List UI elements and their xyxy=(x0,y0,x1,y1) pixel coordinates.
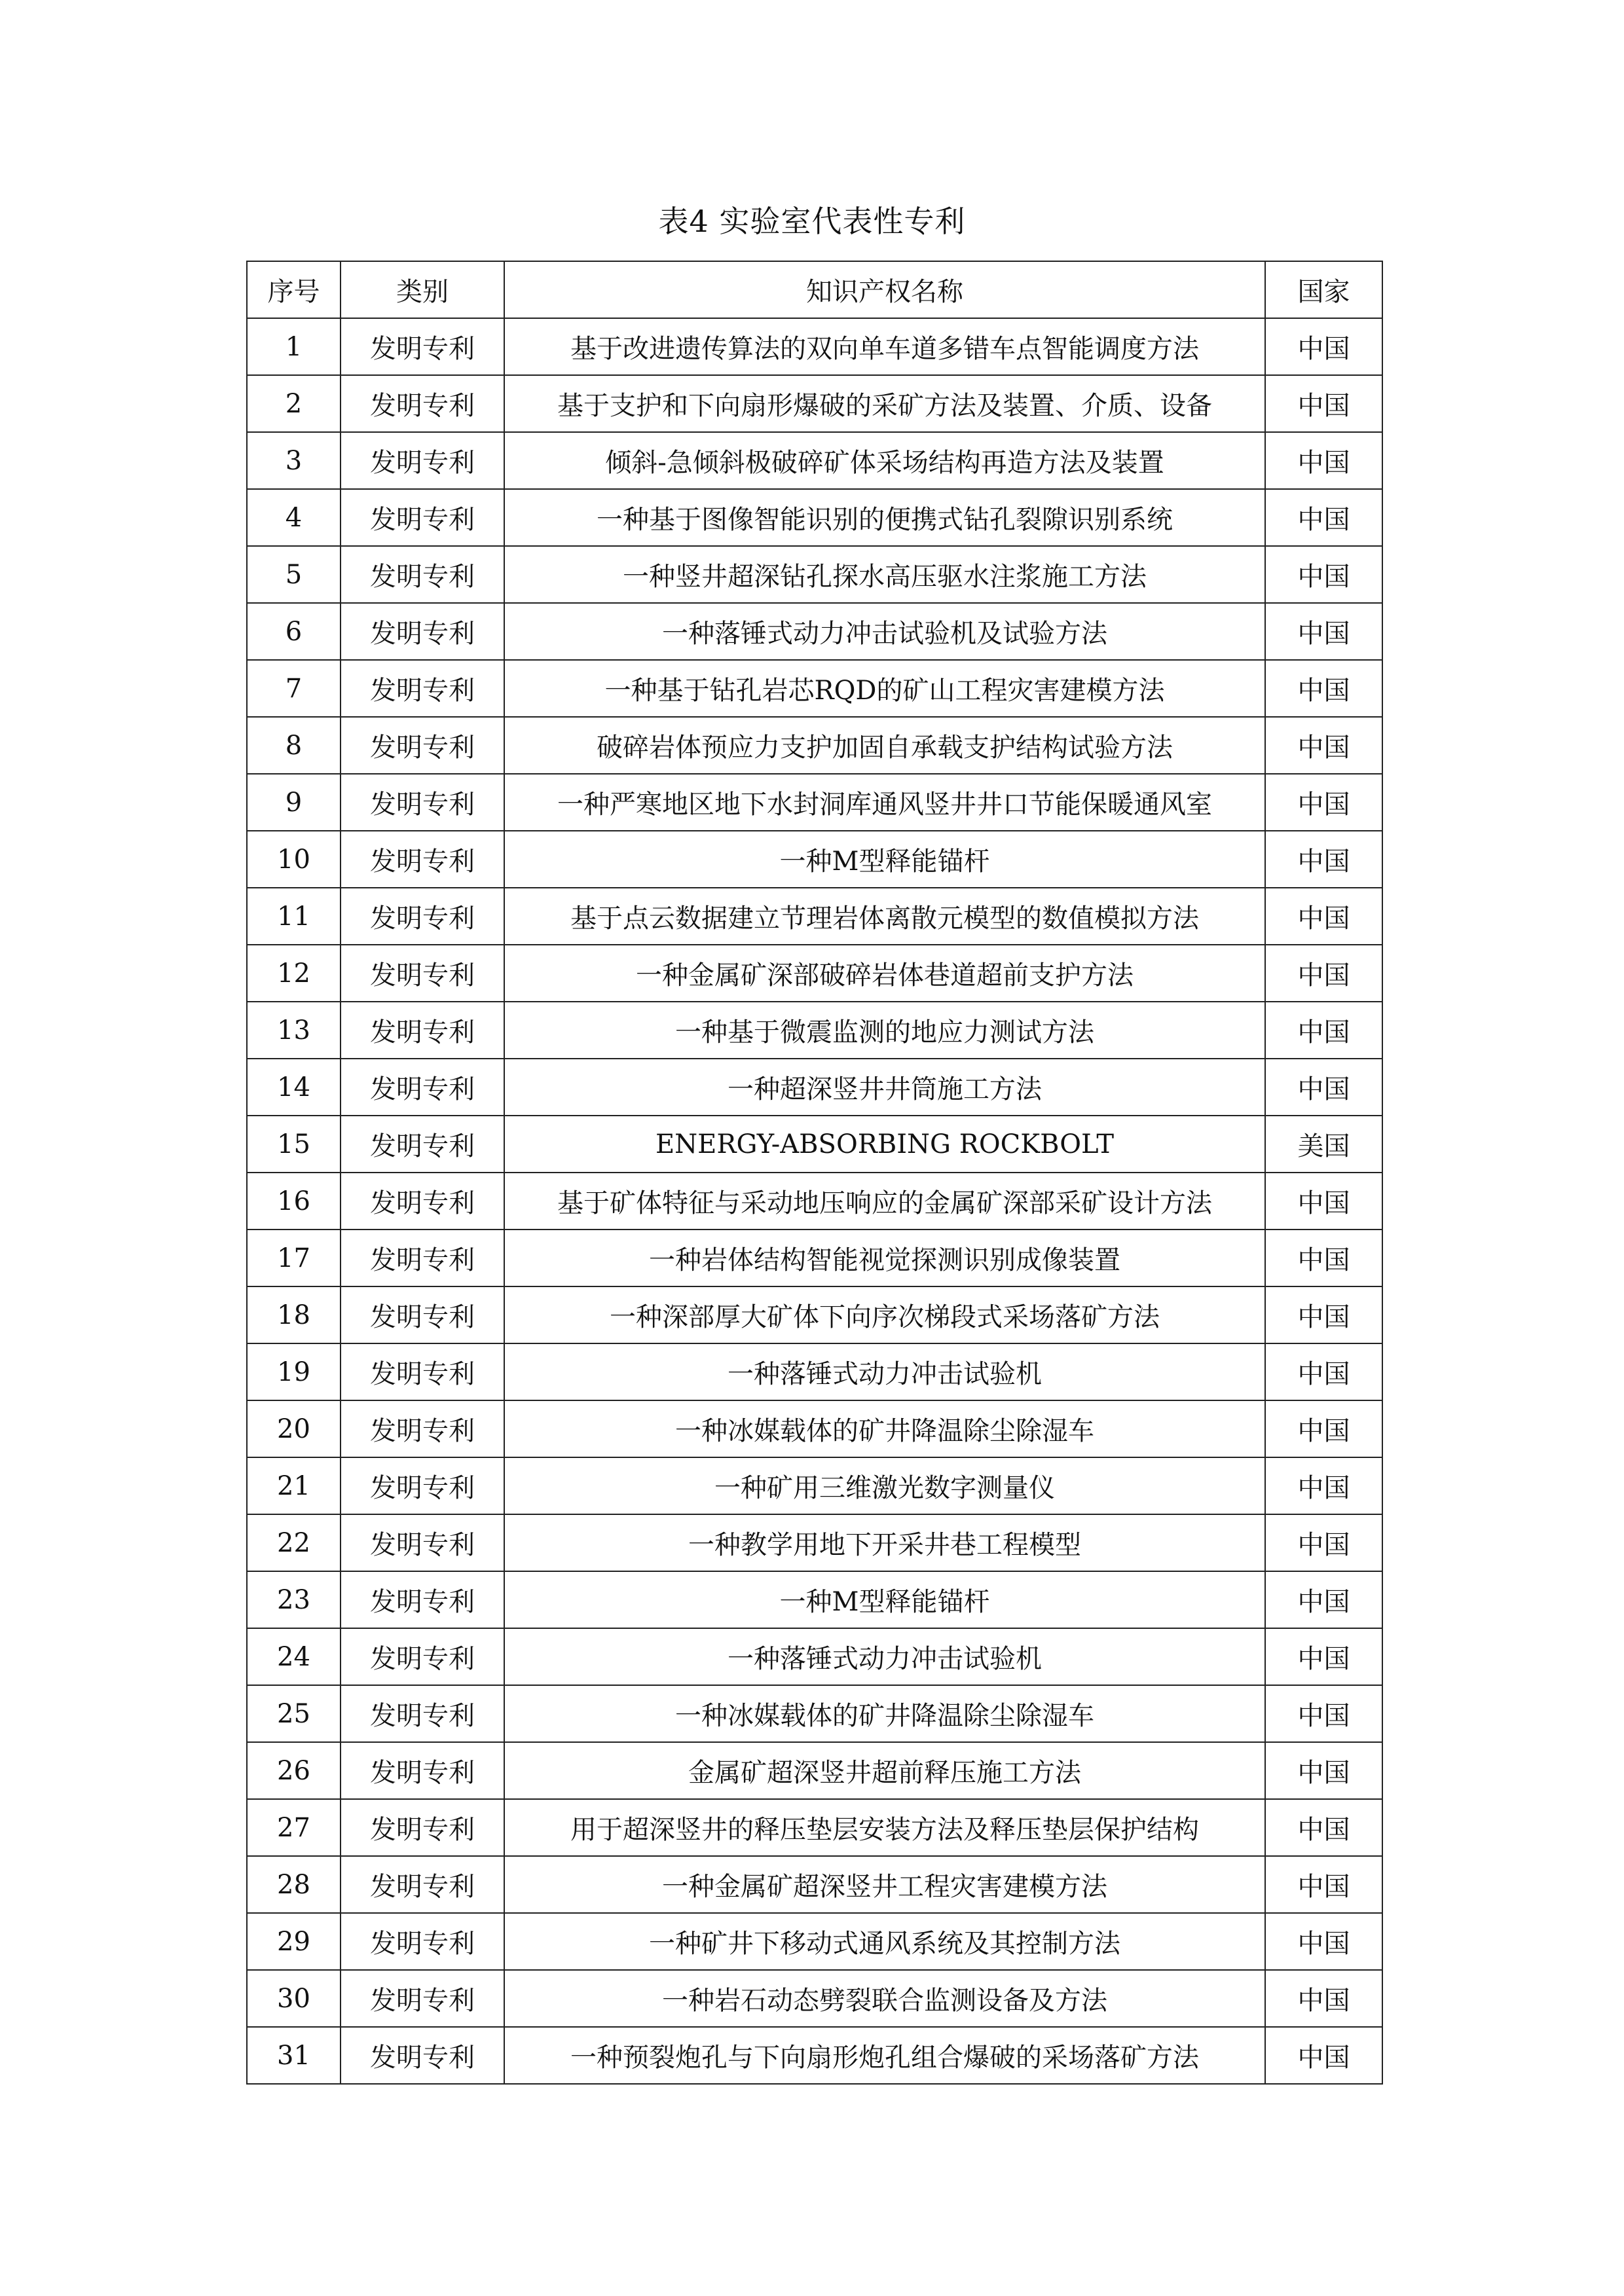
cell-patent-name: 基于矿体特征与采动地压响应的金属矿深部采矿设计方法 xyxy=(504,1173,1265,1230)
table-body xyxy=(247,318,1382,2084)
cell-serial-number: 11 xyxy=(247,888,341,945)
cell-country: 中国 xyxy=(1265,1286,1382,1343)
cell-category: 发明专利 xyxy=(341,945,504,1002)
cell-category: 发明专利 xyxy=(341,1002,504,1059)
cell-serial-number: 8 xyxy=(247,717,341,774)
cell-country: 中国 xyxy=(1265,1002,1382,1059)
cell-patent-name: 一种预裂炮孔与下向扇形炮孔组合爆破的采场落矿方法 xyxy=(504,2027,1265,2084)
table-row xyxy=(247,774,1382,831)
cell-serial-number: 5 xyxy=(247,546,341,603)
cell-patent-name: 一种岩体结构智能视觉探测识别成像装置 xyxy=(504,1230,1265,1286)
cell-category: 发明专利 xyxy=(341,1913,504,1970)
cell-serial-number: 10 xyxy=(247,831,341,888)
cell-category: 发明专利 xyxy=(341,774,504,831)
cell-patent-name: 一种竖井超深钻孔探水高压驱水注浆施工方法 xyxy=(504,546,1265,603)
cell-category: 发明专利 xyxy=(341,888,504,945)
cell-category: 发明专利 xyxy=(341,1571,504,1628)
table-row xyxy=(247,1856,1382,1913)
cell-category: 发明专利 xyxy=(341,2027,504,2084)
cell-country: 中国 xyxy=(1265,1230,1382,1286)
cell-patent-name: 一种基于微震监测的地应力测试方法 xyxy=(504,1002,1265,1059)
cell-serial-number: 14 xyxy=(247,1059,341,1116)
table-row xyxy=(247,1685,1382,1742)
cell-patent-name: 一种M型释能锚杆 xyxy=(504,831,1265,888)
table-row xyxy=(247,375,1382,432)
cell-country: 中国 xyxy=(1265,1799,1382,1856)
table-row xyxy=(247,1628,1382,1685)
cell-country: 中国 xyxy=(1265,1913,1382,1970)
cell-category: 发明专利 xyxy=(341,831,504,888)
cell-serial-number: 28 xyxy=(247,1856,341,1913)
cell-patent-name: 基于支护和下向扇形爆破的采矿方法及装置、介质、设备 xyxy=(504,375,1265,432)
table-row xyxy=(247,489,1382,546)
cell-patent-name: 一种严寒地区地下水封洞库通风竖井井口节能保暖通风室 xyxy=(504,774,1265,831)
cell-country: 中国 xyxy=(1265,660,1382,717)
table-row xyxy=(247,1116,1382,1173)
cell-serial-number: 16 xyxy=(247,1173,341,1230)
cell-serial-number: 20 xyxy=(247,1400,341,1457)
table-row xyxy=(247,888,1382,945)
cell-patent-name: 一种基于钻孔岩芯RQD的矿山工程灾害建模方法 xyxy=(504,660,1265,717)
cell-serial-number: 27 xyxy=(247,1799,341,1856)
table-row xyxy=(247,945,1382,1002)
cell-category: 发明专利 xyxy=(341,717,504,774)
header-serial-number: 序号 xyxy=(247,261,341,318)
cell-category: 发明专利 xyxy=(341,1514,504,1571)
cell-patent-name: 一种教学用地下开采井巷工程模型 xyxy=(504,1514,1265,1571)
cell-patent-name: 一种落锤式动力冲击试验机及试验方法 xyxy=(504,603,1265,660)
header-patent-name: 知识产权名称 xyxy=(504,261,1265,318)
cell-country: 中国 xyxy=(1265,717,1382,774)
cell-country: 中国 xyxy=(1265,546,1382,603)
cell-patent-name: 一种超深竖井井筒施工方法 xyxy=(504,1059,1265,1116)
cell-serial-number: 19 xyxy=(247,1343,341,1400)
cell-country: 中国 xyxy=(1265,945,1382,1002)
table-row xyxy=(247,660,1382,717)
cell-patent-name: 破碎岩体预应力支护加固自承载支护结构试验方法 xyxy=(504,717,1265,774)
cell-serial-number: 7 xyxy=(247,660,341,717)
cell-patent-name: 基于点云数据建立节理岩体离散元模型的数值模拟方法 xyxy=(504,888,1265,945)
cell-serial-number: 6 xyxy=(247,603,341,660)
table-row xyxy=(247,1002,1382,1059)
cell-category: 发明专利 xyxy=(341,1286,504,1343)
table-title: 表4 实验室代表性专利 xyxy=(658,204,966,239)
cell-patent-name: 一种M型释能锚杆 xyxy=(504,1571,1265,1628)
cell-category: 发明专利 xyxy=(341,1230,504,1286)
cell-serial-number: 13 xyxy=(247,1002,341,1059)
cell-category: 发明专利 xyxy=(341,1343,504,1400)
table-row xyxy=(247,717,1382,774)
cell-category: 发明专利 xyxy=(341,546,504,603)
cell-country: 中国 xyxy=(1265,1457,1382,1514)
cell-serial-number: 12 xyxy=(247,945,341,1002)
cell-country: 中国 xyxy=(1265,1400,1382,1457)
cell-country: 中国 xyxy=(1265,318,1382,375)
cell-patent-name: ENERGY-ABSORBING ROCKBOLT xyxy=(504,1116,1265,1173)
cell-category: 发明专利 xyxy=(341,1628,504,1685)
table-row xyxy=(247,546,1382,603)
table-row xyxy=(247,1059,1382,1116)
cell-serial-number: 1 xyxy=(247,318,341,375)
table-row xyxy=(247,1571,1382,1628)
table-row xyxy=(247,1514,1382,1571)
cell-patent-name: 一种落锤式动力冲击试验机 xyxy=(504,1628,1265,1685)
cell-serial-number: 31 xyxy=(247,2027,341,2084)
table-row xyxy=(247,318,1382,375)
table-row xyxy=(247,1799,1382,1856)
table-row xyxy=(247,1286,1382,1343)
cell-category: 发明专利 xyxy=(341,1116,504,1173)
cell-serial-number: 15 xyxy=(247,1116,341,1173)
table-row xyxy=(247,1742,1382,1799)
cell-category: 发明专利 xyxy=(341,1059,504,1116)
cell-country: 中国 xyxy=(1265,1856,1382,1913)
cell-category: 发明专利 xyxy=(341,660,504,717)
patent-table xyxy=(246,261,1383,2085)
cell-country: 中国 xyxy=(1265,1628,1382,1685)
table-row xyxy=(247,1230,1382,1286)
cell-country: 中国 xyxy=(1265,489,1382,546)
table-row xyxy=(247,1343,1382,1400)
table-row xyxy=(247,831,1382,888)
cell-category: 发明专利 xyxy=(341,603,504,660)
cell-serial-number: 24 xyxy=(247,1628,341,1685)
table-row xyxy=(247,1173,1382,1230)
table-header-row xyxy=(247,261,1382,318)
cell-serial-number: 26 xyxy=(247,1742,341,1799)
cell-category: 发明专利 xyxy=(341,1685,504,1742)
cell-serial-number: 30 xyxy=(247,1970,341,2027)
cell-serial-number: 9 xyxy=(247,774,341,831)
cell-country: 中国 xyxy=(1265,831,1382,888)
cell-serial-number: 22 xyxy=(247,1514,341,1571)
cell-patent-name: 一种深部厚大矿体下向序次梯段式采场落矿方法 xyxy=(504,1286,1265,1343)
cell-country: 中国 xyxy=(1265,1742,1382,1799)
header-category: 类别 xyxy=(341,261,504,318)
table-row xyxy=(247,603,1382,660)
cell-serial-number: 23 xyxy=(247,1571,341,1628)
cell-country: 中国 xyxy=(1265,1571,1382,1628)
table-row xyxy=(247,1400,1382,1457)
cell-category: 发明专利 xyxy=(341,1856,504,1913)
table-row xyxy=(247,1457,1382,1514)
cell-country: 美国 xyxy=(1265,1116,1382,1173)
cell-patent-name: 一种岩石动态劈裂联合监测设备及方法 xyxy=(504,1970,1265,2027)
cell-serial-number: 18 xyxy=(247,1286,341,1343)
cell-patent-name: 一种基于图像智能识别的便携式钻孔裂隙识别系统 xyxy=(504,489,1265,546)
cell-country: 中国 xyxy=(1265,432,1382,489)
cell-category: 发明专利 xyxy=(341,432,504,489)
table-row xyxy=(247,1970,1382,2027)
cell-patent-name: 一种金属矿超深竖井工程灾害建模方法 xyxy=(504,1856,1265,1913)
cell-category: 发明专利 xyxy=(341,1400,504,1457)
cell-category: 发明专利 xyxy=(341,1799,504,1856)
cell-serial-number: 17 xyxy=(247,1230,341,1286)
cell-serial-number: 25 xyxy=(247,1685,341,1742)
cell-country: 中国 xyxy=(1265,888,1382,945)
cell-patent-name: 一种矿用三维激光数字测量仪 xyxy=(504,1457,1265,1514)
cell-category: 发明专利 xyxy=(341,1457,504,1514)
cell-serial-number: 2 xyxy=(247,375,341,432)
cell-country: 中国 xyxy=(1265,774,1382,831)
cell-serial-number: 4 xyxy=(247,489,341,546)
cell-country: 中国 xyxy=(1265,375,1382,432)
cell-patent-name: 用于超深竖井的释压垫层安装方法及释压垫层保护结构 xyxy=(504,1799,1265,1856)
table-row xyxy=(247,2027,1382,2084)
cell-category: 发明专利 xyxy=(341,1970,504,2027)
cell-patent-name: 一种金属矿深部破碎岩体巷道超前支护方法 xyxy=(504,945,1265,1002)
cell-category: 发明专利 xyxy=(341,318,504,375)
cell-patent-name: 倾斜-急倾斜极破碎矿体采场结构再造方法及装置 xyxy=(504,432,1265,489)
cell-category: 发明专利 xyxy=(341,489,504,546)
cell-country: 中国 xyxy=(1265,1173,1382,1230)
cell-country: 中国 xyxy=(1265,1059,1382,1116)
cell-serial-number: 29 xyxy=(247,1913,341,1970)
table-row xyxy=(247,1913,1382,1970)
cell-country: 中国 xyxy=(1265,1514,1382,1571)
cell-patent-name: 基于改进遗传算法的双向单车道多错车点智能调度方法 xyxy=(504,318,1265,375)
cell-serial-number: 21 xyxy=(247,1457,341,1514)
cell-category: 发明专利 xyxy=(341,1742,504,1799)
cell-category: 发明专利 xyxy=(341,1173,504,1230)
cell-serial-number: 3 xyxy=(247,432,341,489)
cell-country: 中国 xyxy=(1265,2027,1382,2084)
cell-country: 中国 xyxy=(1265,1970,1382,2027)
table-row xyxy=(247,432,1382,489)
cell-country: 中国 xyxy=(1265,1685,1382,1742)
cell-country: 中国 xyxy=(1265,603,1382,660)
cell-patent-name: 一种落锤式动力冲击试验机 xyxy=(504,1343,1265,1400)
cell-patent-name: 一种冰媒载体的矿井降温除尘除湿车 xyxy=(504,1400,1265,1457)
cell-patent-name: 一种矿井下移动式通风系统及其控制方法 xyxy=(504,1913,1265,1970)
cell-patent-name: 一种冰媒载体的矿井降温除尘除湿车 xyxy=(504,1685,1265,1742)
cell-country: 中国 xyxy=(1265,1343,1382,1400)
cell-patent-name: 金属矿超深竖井超前释压施工方法 xyxy=(504,1742,1265,1799)
header-country: 国家 xyxy=(1265,261,1382,318)
cell-category: 发明专利 xyxy=(341,375,504,432)
